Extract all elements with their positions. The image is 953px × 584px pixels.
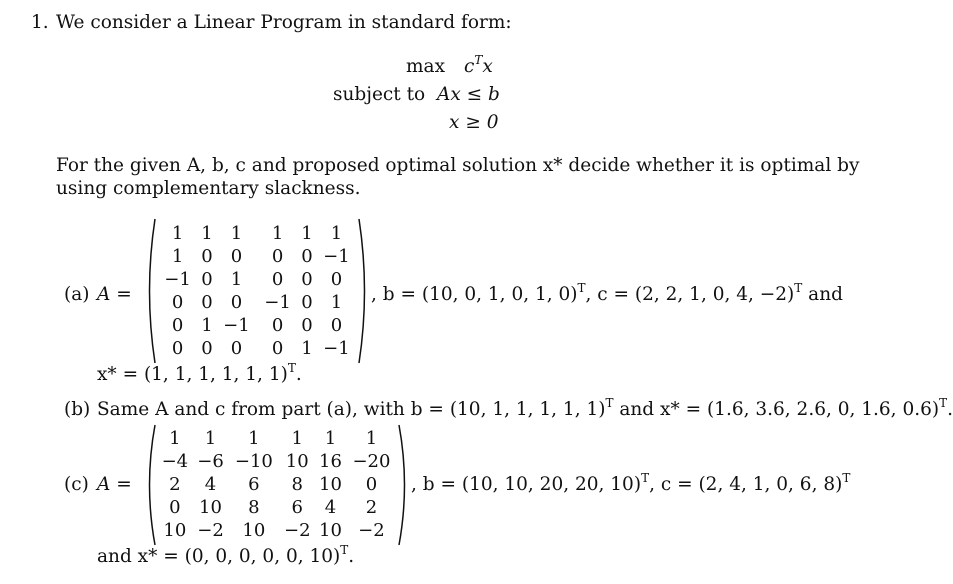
- matrix-cell: −4: [161, 451, 189, 472]
- right-paren-icon: [397, 424, 411, 546]
- matrix-cell: 1: [365, 428, 378, 449]
- part-a-a-eq: A =: [97, 284, 132, 305]
- matrix-row: [157, 496, 397, 519]
- matrix-cell: 1: [330, 223, 343, 244]
- matrix-cell: 1: [330, 292, 343, 313]
- matrix-cell: 0: [201, 292, 213, 313]
- matrix-row: [157, 222, 357, 245]
- matrix-cell: 1: [271, 223, 284, 244]
- matrix-cell: 0: [365, 474, 378, 495]
- matrix-cell: 8: [248, 497, 260, 518]
- matrix-cell: 4: [324, 497, 337, 518]
- part-a-x: x* = (1, 1, 1, 1, 1, 1)$^T$.: [97, 361, 302, 385]
- matrix-row: [157, 427, 397, 450]
- matrix-cell: 1: [201, 315, 213, 336]
- matrix-cell: −1: [164, 269, 191, 290]
- instruction-line-1: For the given A, b, c and proposed optimal solution x* decide whether it is optimal by: [56, 155, 860, 176]
- max-label: max: [406, 56, 446, 77]
- left-paren-icon: [143, 424, 157, 546]
- matrix-cell: 0: [201, 338, 213, 359]
- part-c-bc: , b = (10, 10, 20, 20, 10)$^T$, c = (2, 4, 1, 0, 6, 8)$^T$: [411, 471, 851, 495]
- instruction-line-2: using complementary slackness.: [56, 178, 361, 199]
- matrix-cell: 1: [204, 428, 217, 449]
- matrix-cell: 2: [365, 497, 378, 518]
- matrix-cell: 10: [319, 520, 342, 541]
- part-c-label: (c): [64, 474, 89, 495]
- matrix-cell: −2: [358, 520, 385, 541]
- part-a-bc: , b = (10, 0, 1, 0, 1, 0)$^T$, c = (2, 2, 1, 0, 4, −2)$^T$ and: [371, 281, 843, 305]
- part-c-a-eq: A =: [97, 474, 132, 495]
- matrix-cell: 0: [301, 269, 313, 290]
- matrix-cell: −1: [264, 292, 291, 313]
- matrix-cell: 1: [301, 338, 313, 359]
- matrix-row: [157, 291, 357, 314]
- matrix-row: [157, 337, 357, 360]
- part-c-x: and x* = (0, 0, 0, 0, 0, 10)$^T$.: [97, 543, 355, 567]
- matrix-cell: 1: [248, 428, 260, 449]
- matrix-row: [157, 519, 397, 542]
- matrix-cell: 2: [169, 474, 181, 495]
- matrix-a-table: [157, 222, 357, 360]
- matrix-cell: −6: [197, 451, 224, 472]
- matrix-cell: 10: [163, 520, 187, 541]
- matrix-cell: 8: [291, 474, 303, 495]
- constraint-1: Ax ≤ b: [437, 84, 500, 105]
- matrix-cell: 0: [301, 315, 313, 336]
- problem-number: 1.: [31, 12, 49, 33]
- matrix-cell: 0: [201, 269, 213, 290]
- subject-to-label: subject to: [333, 84, 426, 105]
- matrix-cell: 0: [171, 292, 184, 313]
- left-paren-icon: [143, 218, 157, 364]
- matrix-cell: 0: [271, 338, 284, 359]
- matrix-cell: −2: [283, 520, 311, 541]
- matrix-cell: −1: [223, 315, 250, 336]
- part-c-matrix: [143, 424, 411, 546]
- matrix-cell: 1: [301, 223, 313, 244]
- matrix-cell: 10: [242, 520, 266, 541]
- matrix-c-table: [157, 427, 397, 542]
- part-a-label: (a): [64, 284, 90, 305]
- matrix-row: [157, 473, 397, 496]
- matrix-cell: 4: [204, 474, 217, 495]
- matrix-cell: −1: [323, 246, 350, 267]
- matrix-cell: 6: [291, 497, 303, 518]
- matrix-row: [157, 450, 397, 473]
- matrix-cell: 0: [230, 292, 243, 313]
- matrix-cell: 0: [330, 315, 343, 336]
- constraint-2: x ≥ 0: [449, 112, 499, 133]
- right-paren-icon: [357, 218, 371, 364]
- part-b-text: Same A and c from part (a), with b = (10, 1, 1, 1, 1, 1)$^T$ and x* = (1.6, 3.6, 2.6, 0, 1.6, 0.6)$^T$.: [97, 396, 953, 420]
- matrix-cell: 0: [230, 338, 243, 359]
- matrix-cell: 1: [291, 428, 303, 449]
- matrix-cell: 1: [324, 428, 337, 449]
- matrix-cell: 0: [330, 269, 343, 290]
- matrix-cell: 0: [171, 315, 184, 336]
- matrix-cell: 0: [201, 246, 213, 267]
- matrix-cell: 1: [171, 223, 184, 244]
- matrix-cell: −20: [352, 451, 391, 472]
- matrix-cell: 1: [169, 428, 181, 449]
- matrix-cell: 1: [230, 269, 243, 290]
- matrix-cell: 1: [201, 223, 213, 244]
- matrix-cell: 10: [199, 497, 222, 518]
- matrix-cell: 6: [248, 474, 260, 495]
- matrix-cell: 1: [171, 246, 184, 267]
- matrix-cell: 0: [171, 338, 184, 359]
- matrix-cell: −10: [234, 451, 273, 472]
- objective: $c^Tx$: [464, 53, 493, 77]
- matrix-cell: −2: [197, 520, 224, 541]
- matrix-row: [157, 314, 357, 337]
- matrix-cell: 0: [271, 246, 284, 267]
- matrix-cell: 16: [319, 451, 342, 472]
- matrix-cell: 0: [230, 246, 243, 267]
- matrix-cell: 0: [301, 246, 313, 267]
- matrix-cell: 0: [271, 315, 284, 336]
- matrix-cell: 0: [271, 269, 284, 290]
- matrix-cell: 1: [230, 223, 243, 244]
- matrix-row: [157, 268, 357, 291]
- matrix-cell: 10: [285, 451, 309, 472]
- matrix-cell: 10: [319, 474, 342, 495]
- part-a-matrix: [143, 218, 371, 364]
- matrix-cell: 0: [169, 497, 181, 518]
- part-b-label: (b): [64, 399, 91, 420]
- matrix-cell: −1: [323, 338, 350, 359]
- matrix-cell: 0: [301, 292, 313, 313]
- matrix-row: [157, 245, 357, 268]
- intro-text: We consider a Linear Program in standard form:: [56, 12, 512, 33]
